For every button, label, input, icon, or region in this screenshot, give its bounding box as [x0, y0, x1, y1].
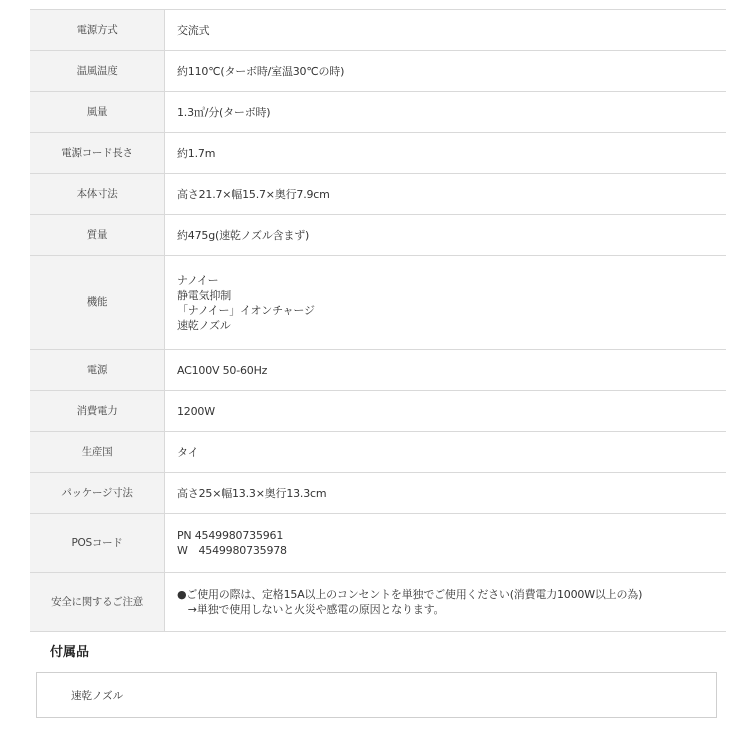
- spec-value-line: 交流式: [177, 23, 210, 37]
- spec-value: [165, 256, 727, 350]
- spec-value-line: 高さ25×幅13.3×奥行13.3cm: [177, 486, 327, 500]
- spec-value-line: タイ: [177, 445, 199, 459]
- spec-label: 電源コード長さ: [30, 133, 165, 174]
- spec-row: [30, 514, 726, 573]
- spec-row: [30, 256, 726, 350]
- spec-value: [165, 92, 727, 133]
- spec-row: [30, 573, 726, 632]
- spec-row: [30, 51, 726, 92]
- spec-value-line: 1.3㎥/分(ターボ時): [177, 105, 271, 119]
- spec-value: [165, 473, 727, 514]
- spec-label: 風量: [30, 92, 165, 133]
- spec-value-line: 静電気抑制: [177, 288, 231, 302]
- spec-row: [30, 92, 726, 133]
- spec-value-line: 「ナノイー」イオンチャージ: [177, 303, 315, 317]
- spec-row: [30, 350, 726, 391]
- spec-value-line: PN 4549980735961: [177, 529, 284, 542]
- spec-row: [30, 174, 726, 215]
- spec-value-line: W 4549980735978: [177, 544, 287, 557]
- spec-value-line: ●ご使用の際は、定格15A以上のコンセントを単独でご使用ください(消費電力1000W以上の為): [177, 588, 643, 601]
- spec-label: 安全に関するご注意: [30, 573, 165, 632]
- accessories-title: 付属品: [50, 645, 90, 660]
- accessories-box: [36, 672, 717, 718]
- spec-value: [165, 51, 727, 92]
- spec-value: [165, 432, 727, 473]
- spec-value-line: ナノイー: [177, 273, 219, 287]
- spec-value-line: 約475g(速乾ノズル含まず): [177, 228, 310, 242]
- spec-row: [30, 473, 726, 514]
- spec-label: POSコード: [30, 514, 165, 573]
- spec-value: [165, 573, 727, 632]
- spec-value: [165, 174, 727, 215]
- spec-label: 消費電力: [30, 391, 165, 432]
- spec-value: [165, 133, 727, 174]
- spec-label: パッケージ寸法: [30, 473, 165, 514]
- spec-label: 機能: [30, 256, 165, 350]
- spec-value: [165, 514, 727, 573]
- accessory-item: 速乾ノズル: [71, 689, 124, 702]
- spec-label: 質量: [30, 215, 165, 256]
- spec-label: 電源: [30, 350, 165, 391]
- spec-value-line: AC100V 50-60Hz: [177, 363, 268, 377]
- spec-value-line: →単独で使用しないと火災や感電の原因となります。: [177, 603, 445, 616]
- spec-value: [165, 391, 727, 432]
- spec-row: [30, 391, 726, 432]
- spec-label: 温風温度: [30, 51, 165, 92]
- spec-table-body: [30, 10, 726, 632]
- spec-value-line: 約1.7m: [177, 146, 216, 160]
- spec-label: 電源方式: [30, 10, 165, 51]
- spec-value-line: 速乾ノズル: [177, 318, 231, 332]
- spec-row: [30, 432, 726, 473]
- spec-value-line: 約110℃(ターボ時/室温30℃の時): [177, 64, 345, 78]
- spec-row: [30, 215, 726, 256]
- spec-row: [30, 133, 726, 174]
- spec-value-line: 1200W: [177, 404, 215, 418]
- spec-table: [30, 9, 726, 632]
- spec-value: [165, 215, 727, 256]
- spec-value-line: 高さ21.7×幅15.7×奥行7.9cm: [177, 187, 330, 201]
- spec-value: [165, 350, 727, 391]
- spec-label: 生産国: [30, 432, 165, 473]
- spec-label: 本体寸法: [30, 174, 165, 215]
- spec-value: [165, 10, 727, 51]
- spec-row: [30, 10, 726, 51]
